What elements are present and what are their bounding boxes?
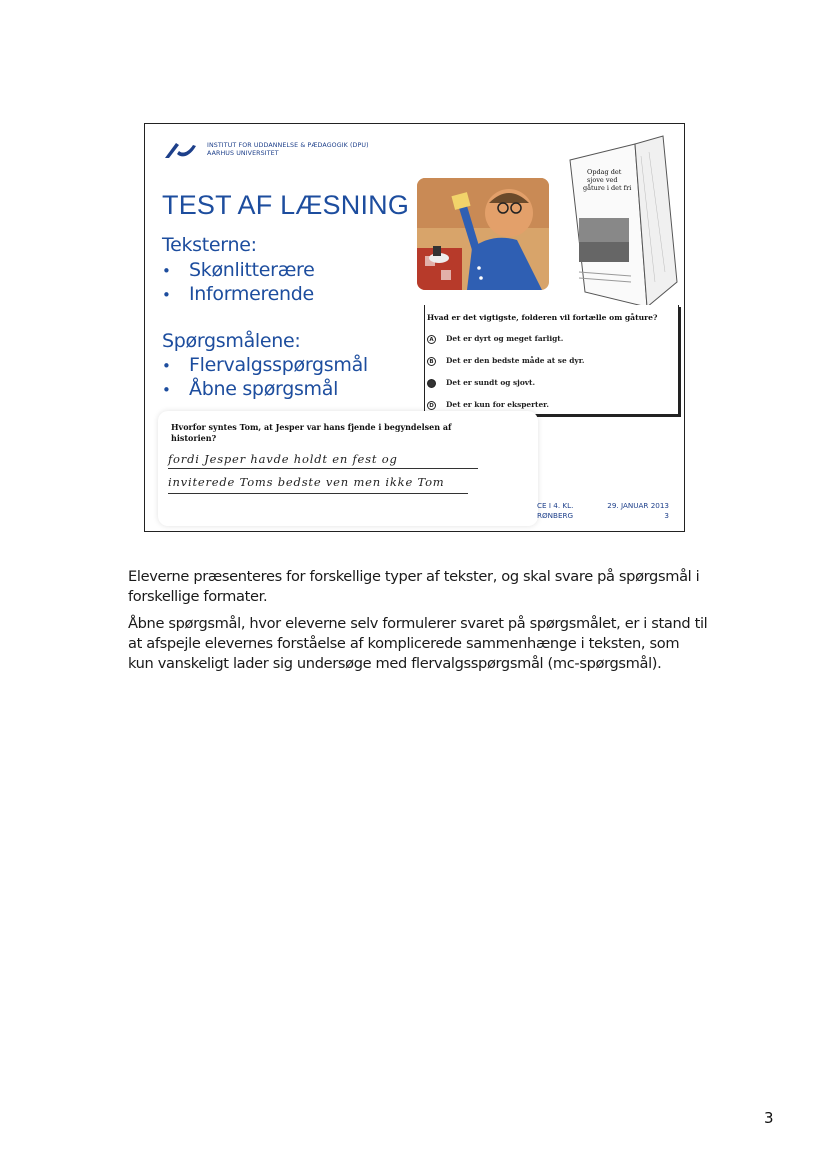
mc-option: A Det er dyrt og meget farligt. xyxy=(427,334,563,344)
slide-footer-right: 29. JANUAR 2013 3 xyxy=(607,501,669,520)
open-question-text: Hvorfor syntes Tom, at Jesper var hans fjende i begyndelsen af historien? xyxy=(171,422,452,443)
slide-footer-left: CE I 4. KL. RØNBERG xyxy=(537,501,574,520)
handwritten-answer-line: inviterede Toms bedste ven men ikke Tom xyxy=(168,475,445,489)
texts-heading: Teksterne: xyxy=(162,234,257,256)
story-illustration xyxy=(417,178,549,290)
body-paragraph: Eleverne præsenteres for forskellige typer af tekster, og skal svare på spørgsmål i forskellige formater. xyxy=(128,568,700,605)
body-paragraph: Åbne spørgsmål, hvor eleverne selv formulerer svaret på spørgsmålet, er i stand til at afspejle elevernes forståelse af komplicerede sammenhænge i teksten, som kun vanskeligt lader sig undersøge med flervalgsspørgsmål (mc-spørgsmål). xyxy=(128,615,708,672)
mc-question-text: Hvad er det vigtigste, folderen vil fortælle om gåture? xyxy=(427,313,658,322)
radio-circle-icon: B xyxy=(427,357,436,366)
open-question xyxy=(158,411,538,526)
folder-leaflet xyxy=(565,132,685,312)
slide-image xyxy=(144,123,685,532)
bullet-item: • Informerende xyxy=(162,283,314,305)
answer-underline xyxy=(168,493,468,494)
questions-heading: Spørgsmålene: xyxy=(162,330,301,352)
radio-filled-icon: C xyxy=(427,379,436,388)
mc-option: B Det er den bedste måde at se dyr. xyxy=(427,356,584,366)
mc-option-selected: C Det er sundt og sjovt. xyxy=(427,378,535,388)
answer-underline xyxy=(168,468,478,469)
folder-title-line: gåture i det fri xyxy=(583,184,632,192)
folder-title-line: Opdag det xyxy=(587,168,622,176)
bullet-item: • Skønlitterære xyxy=(162,259,315,281)
radio-circle-icon: D xyxy=(427,401,436,410)
bullet-item: • Flervalgsspørgsmål xyxy=(162,354,368,376)
page-number: 3 xyxy=(764,1109,774,1127)
institute-name xyxy=(207,142,369,158)
slide-title: TEST AF LÆSNING xyxy=(162,190,410,220)
multiple-choice-question xyxy=(424,305,679,415)
handwritten-answer-line: fordi Jesper havde holdt en fest og xyxy=(168,452,398,466)
au-logo-icon xyxy=(163,140,197,160)
institute-line2: AARHUS UNIVERSITET xyxy=(207,150,279,157)
mc-option: D Det er kun for eksperter. xyxy=(427,400,549,410)
radio-circle-icon: A xyxy=(427,335,436,344)
institute-line1: INSTITUT FOR UDDANNELSE & PÆDAGOGIK (DPU) xyxy=(207,142,369,149)
folder-title-line: sjove ved xyxy=(587,176,618,184)
bullet-item: • Åbne spørgsmål xyxy=(162,378,339,400)
